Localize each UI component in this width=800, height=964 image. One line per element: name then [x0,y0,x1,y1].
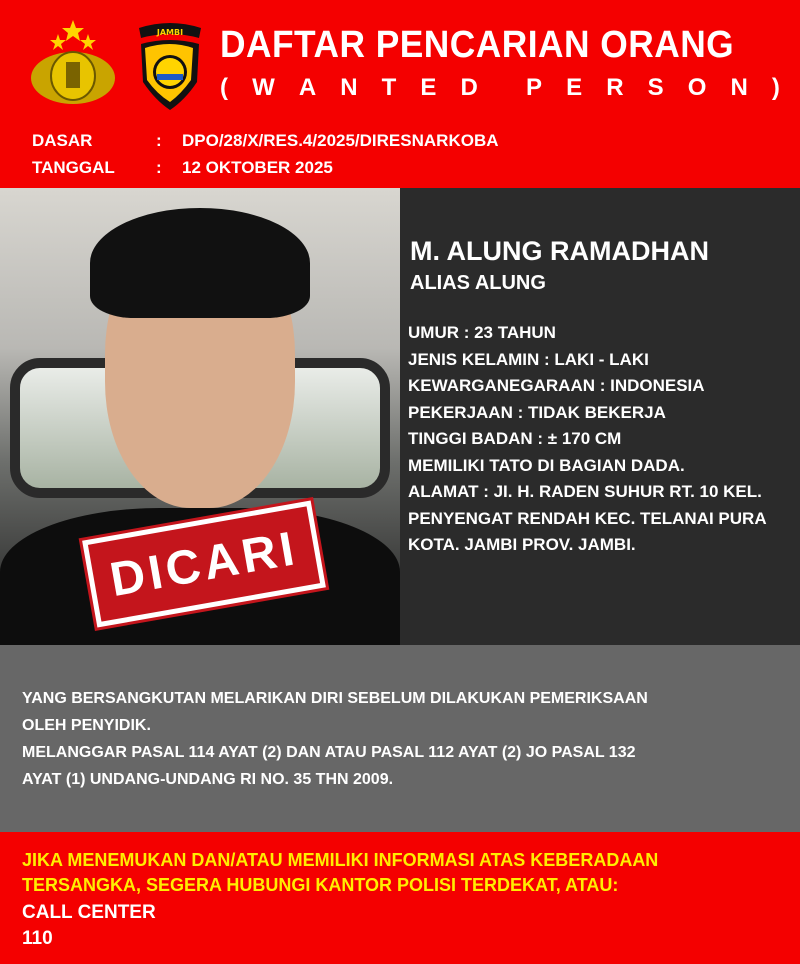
subtitle-letter: A [298,74,317,101]
wanted-stamp: DICARI [82,501,326,628]
meta-label: TANGGAL [32,158,115,177]
description-line: OLEH PENYIDIK. [22,717,151,734]
detail-tattoo: MEMILIKI TATO DI BAGIAN DADA. [408,455,685,475]
description-line: MELANGGAR PASAL 114 AYAT (2) DAN ATAU PASAL 112 AYAT (2) JO PASAL 132 [22,744,636,761]
subtitle-letter: E [420,74,437,101]
polda-jambi-emblem-icon [135,20,205,112]
person-alias: ALIAS ALUNG [410,272,546,294]
subtitle-letter: O [687,74,707,101]
notice-line: TERSANGKA, SEGERA HUBUNGI KANTOR POLISI TERDEKAT, ATAU: [22,875,619,895]
emblem-text: JAMBI [156,28,184,37]
meta-label: DASAR [32,131,93,150]
meta-value: 12 OKTOBER 2025 [182,158,333,177]
subtitle-letter: S [647,74,664,101]
subtitle-letter: R [606,74,624,101]
detail-address: PENYENGAT RENDAH KEC. TELANAI PURA [408,508,767,528]
meta-separator: : [156,131,162,150]
call-center-label: CALL CENTER [22,902,156,923]
detail-age: UMUR : 23 TAHUN [408,323,556,342]
subtitle-letter: T [381,74,397,101]
person-info-panel [400,188,800,645]
call-center-number: 110 [22,928,53,949]
contact-notice [22,848,658,898]
person-name: M. ALUNG RAMADHAN [410,236,709,266]
person-details [408,320,767,559]
header [0,0,800,188]
footer [0,832,800,964]
subtitle-letter: ) [771,74,780,101]
subtitle-letter: P [526,74,543,101]
case-description [22,685,648,793]
subtitle-letter: N [730,74,748,101]
detail-citizenship: KEWARGANEGARAAN : INDONESIA [408,376,705,395]
call-center [22,900,156,952]
detail-address: ALAMAT : JI. H. RADEN SUHUR RT. 10 KEL. [408,482,762,501]
police-emblem-icon [28,18,118,106]
meta-separator: : [156,158,162,177]
subtitle-letter: ( [220,74,228,101]
photo-hair [90,208,310,318]
suspect-photo [0,188,400,645]
subtitle-letter: E [566,74,583,101]
subtitle-letter: D [460,74,478,101]
description-line: AYAT (1) UNDANG-UNDANG RI NO. 35 THN 2009. [22,771,394,788]
subtitle-letter: W [252,74,275,101]
subtitle [220,74,780,102]
notice-line: JIKA MENEMUKAN DAN/ATAU MEMILIKI INFORMASI ATAS KEBERADAAN [22,850,659,870]
meta-value: DPO/28/X/RES.4/2025/DIRESNARKOBA [182,131,499,150]
description-line: YANG BERSANGKUTAN MELARIKAN DIRI SEBELUM DILAKUKAN PEMERIKSAAN [22,690,648,707]
case-description-panel [0,645,800,832]
detail-address: KOTA. JAMBI PROV. JAMBI. [408,535,636,554]
page-title: DAFTAR PENCARIAN ORANG [220,24,735,66]
detail-height: TINGGI BADAN : ± 170 CM [408,429,622,448]
detail-gender: JENIS KELAMIN : LAKI - LAKI [408,349,649,369]
detail-occupation: PEKERJAAN : TIDAK BEKERJA [408,402,666,422]
subtitle-letter: N [340,74,358,101]
